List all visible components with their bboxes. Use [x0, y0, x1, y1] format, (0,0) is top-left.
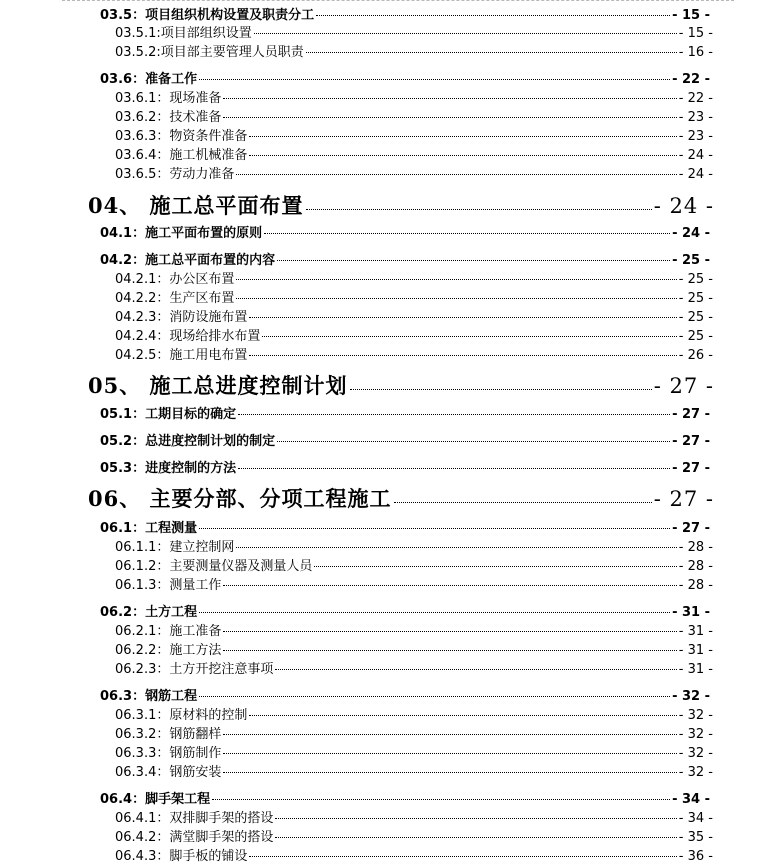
dot-leader [275, 669, 676, 670]
dot-leader [275, 818, 676, 819]
toc-page-number: - 32 - [678, 727, 713, 742]
toc-page-number: - 28 - [678, 559, 713, 574]
toc-page-number: - 31 - [672, 605, 710, 620]
toc-page-number: - 34 - [678, 811, 713, 826]
toc-entry-title: 03.6.2：技术准备 [115, 110, 222, 125]
toc-entry-title: 06.4.1：双排脚手架的搭设 [115, 811, 274, 826]
toc-entry-title: 06.1.2：主要测量仪器及测量人员 [115, 559, 313, 574]
dot-leader [316, 15, 670, 16]
toc-subsection-entry[interactable] [115, 639, 713, 657]
toc-page-number: - 27 - [653, 374, 714, 398]
toc-subsection-entry[interactable] [115, 344, 713, 362]
toc-page-number: - 28 - [678, 578, 713, 593]
toc-section-entry[interactable] [100, 430, 710, 448]
dot-leader [277, 441, 670, 442]
toc-entry-title: 04、 施工总平面布置 [88, 193, 304, 218]
toc-section-entry[interactable] [100, 249, 710, 267]
toc-subsection-entry[interactable] [115, 658, 713, 676]
toc-entry-title: 06.2.1：施工准备 [115, 624, 222, 639]
toc-section-entry[interactable] [100, 685, 710, 703]
dot-leader [350, 389, 652, 390]
toc-subsection-entry[interactable] [115, 268, 713, 286]
toc-section-entry[interactable] [100, 68, 710, 86]
toc-entry-title: 06.4.3：脚手板的铺设 [115, 849, 248, 864]
toc-entry-title: 03.5.1:项目部组织设置 [115, 26, 252, 41]
dot-leader [199, 696, 670, 697]
toc-entry-title: 06.3.3：钢筋制作 [115, 746, 222, 761]
toc-subsection-entry[interactable] [115, 325, 713, 343]
dot-leader [262, 336, 676, 337]
toc-page-number: - 25 - [678, 329, 713, 344]
dot-leader [223, 631, 676, 632]
toc-entry-title: 03.6.5：劳动力准备 [115, 167, 235, 182]
dot-leader [238, 468, 670, 469]
toc-subsection-entry[interactable] [115, 761, 713, 779]
dot-leader [223, 734, 676, 735]
toc-page-number: - 27 - [672, 407, 710, 422]
dot-leader [306, 209, 652, 210]
toc-page-number: - 31 - [678, 643, 713, 658]
dot-leader [223, 650, 676, 651]
toc-subsection-entry[interactable] [115, 845, 713, 863]
toc-page-number: - 23 - [678, 110, 713, 125]
toc-page-number: - 15 - [678, 26, 713, 41]
dot-leader [236, 547, 676, 548]
toc-entry-title: 06.1.1：建立控制网 [115, 540, 235, 555]
toc-entry-title: 06.3：钢筋工程 [100, 689, 198, 704]
toc-page-number: - 25 - [678, 310, 713, 325]
toc-subsection-entry[interactable] [115, 807, 713, 825]
toc-page-number: - 22 - [678, 91, 713, 106]
dot-leader [249, 715, 676, 716]
toc-subsection-entry[interactable] [115, 620, 713, 638]
toc-page-number: - 25 - [678, 291, 713, 306]
toc-page-number: - 16 - [678, 45, 713, 60]
toc-entry-title: 06.2：土方工程 [100, 605, 198, 620]
toc-entry-title: 06.3.4：钢筋安装 [115, 765, 222, 780]
toc-page-number: - 28 - [678, 540, 713, 555]
toc-subsection-entry[interactable] [115, 555, 713, 573]
toc-entry-title: 06.1：工程测量 [100, 521, 198, 536]
dot-leader [249, 856, 676, 857]
toc-entry-title: 06.3.2：钢筋翻样 [115, 727, 222, 742]
toc-subsection-entry[interactable] [115, 144, 713, 162]
dot-leader [223, 98, 676, 99]
toc-page-number: - 32 - [672, 689, 710, 704]
toc-entry-title: 03.6：准备工作 [100, 72, 198, 87]
toc-entry-title: 03.5.2:项目部主要管理人员职责 [115, 45, 304, 60]
toc-subsection-entry[interactable] [115, 287, 713, 305]
toc-page-number: - 24 - [678, 148, 713, 163]
dot-leader [249, 355, 676, 356]
toc-chapter-entry[interactable] [88, 190, 714, 218]
dot-leader [249, 317, 676, 318]
dot-leader [249, 136, 676, 137]
toc-page-number: - 24 - [653, 194, 714, 218]
page-top-border [62, 0, 734, 1]
dot-leader [264, 233, 670, 234]
dot-leader [236, 279, 676, 280]
toc-page-number: - 31 - [678, 624, 713, 639]
toc-entry-title: 05.3：进度控制的方法 [100, 461, 237, 476]
toc-page-number: - 15 - [672, 8, 710, 23]
dot-leader [199, 528, 670, 529]
toc-subsection-entry[interactable] [115, 826, 713, 844]
toc-entry-title: 04.1：施工平面布置的原则 [100, 226, 263, 241]
toc-page-number: - 32 - [678, 708, 713, 723]
toc-page-number: - 22 - [672, 72, 710, 87]
toc-section-entry[interactable] [100, 4, 710, 22]
toc-section-entry[interactable] [100, 788, 710, 806]
toc-section-entry[interactable] [100, 601, 710, 619]
toc-subsection-entry[interactable] [115, 742, 713, 760]
toc-entry-title: 03.6.1：现场准备 [115, 91, 222, 106]
toc-section-entry[interactable] [100, 457, 710, 475]
toc-subsection-entry[interactable] [115, 574, 713, 592]
toc-subsection-entry[interactable] [115, 41, 713, 59]
dot-leader [236, 174, 676, 175]
toc-entry-title: 06、 主要分部、分项工程施工 [88, 486, 392, 511]
dot-leader [254, 33, 677, 34]
toc-subsection-entry[interactable] [115, 106, 713, 124]
toc-page-number: - 27 - [672, 434, 710, 449]
toc-entry-title: 03.6.3：物资条件准备 [115, 129, 248, 144]
toc-chapter-entry[interactable] [88, 370, 714, 398]
dot-leader [236, 298, 676, 299]
dot-leader [212, 799, 670, 800]
toc-page-number: - 25 - [672, 253, 710, 268]
dot-leader [314, 566, 676, 567]
dot-leader [249, 155, 676, 156]
toc-page-number: - 31 - [678, 662, 713, 677]
toc-entry-title: 06.4：脚手架工程 [100, 792, 211, 807]
toc-page-number: - 27 - [653, 487, 714, 511]
dot-leader [238, 414, 670, 415]
dot-leader [223, 117, 676, 118]
toc-entry-title: 06.3.1：原材料的控制 [115, 708, 248, 723]
toc-section-entry[interactable] [100, 222, 710, 240]
toc-subsection-entry[interactable] [115, 22, 713, 40]
toc-entry-title: 06.1.3：测量工作 [115, 578, 222, 593]
toc-page-number: - 26 - [678, 348, 713, 363]
toc-section-entry[interactable] [100, 403, 710, 421]
dot-leader [223, 585, 676, 586]
toc-entry-title: 04.2.2：生产区布置 [115, 291, 235, 306]
toc-subsection-entry[interactable] [115, 87, 713, 105]
toc-page-number: - 27 - [672, 521, 710, 536]
dot-leader [223, 753, 676, 754]
toc-subsection-entry[interactable] [115, 723, 713, 741]
toc-entry-title: 04.2.4：现场给排水布置 [115, 329, 261, 344]
toc-subsection-entry[interactable] [115, 536, 713, 554]
toc-section-entry[interactable] [100, 517, 710, 535]
toc-page-number: - 24 - [672, 226, 710, 241]
toc-entry-title: 03.6.4：施工机械准备 [115, 148, 248, 163]
toc-subsection-entry[interactable] [115, 704, 713, 722]
toc-entry-title: 06.2.2：施工方法 [115, 643, 222, 658]
toc-page-number: - 27 - [672, 461, 710, 476]
toc-page-number: - 24 - [678, 167, 713, 182]
toc-entry-title: 05.2：总进度控制计划的制定 [100, 434, 276, 449]
toc-entry-title: 06.4.2：满堂脚手架的搭设 [115, 830, 274, 845]
toc-entry-title: 06.2.3：土方开挖注意事项 [115, 662, 274, 677]
dot-leader [306, 52, 677, 53]
toc-entry-title: 03.5：项目组织机构设置及职责分工 [100, 8, 315, 23]
dot-leader [275, 837, 676, 838]
toc-entry-title: 04.2：施工总平面布置的内容 [100, 253, 276, 268]
toc-chapter-entry[interactable] [88, 483, 714, 511]
dot-leader [223, 772, 676, 773]
toc-entry-title: 04.2.1：办公区布置 [115, 272, 235, 287]
toc-page-number: - 23 - [678, 129, 713, 144]
toc-page-number: - 36 - [678, 849, 713, 864]
toc-subsection-entry[interactable] [115, 163, 713, 181]
toc-entry-title: 05、 施工总进度控制计划 [88, 373, 348, 398]
dot-leader [199, 612, 670, 613]
toc-subsection-entry[interactable] [115, 125, 713, 143]
toc-page-number: - 32 - [678, 746, 713, 761]
dot-leader [394, 502, 652, 503]
toc-page-number: - 34 - [672, 792, 710, 807]
toc-entry-title: 04.2.3：消防设施布置 [115, 310, 248, 325]
toc-page-number: - 35 - [678, 830, 713, 845]
toc-entry-title: 05.1：工期目标的确定 [100, 407, 237, 422]
dot-leader [277, 260, 670, 261]
toc-page-number: - 25 - [678, 272, 713, 287]
toc-page-number: - 32 - [678, 765, 713, 780]
toc-subsection-entry[interactable] [115, 306, 713, 324]
toc-entry-title: 04.2.5：施工用电布置 [115, 348, 248, 363]
dot-leader [199, 79, 670, 80]
